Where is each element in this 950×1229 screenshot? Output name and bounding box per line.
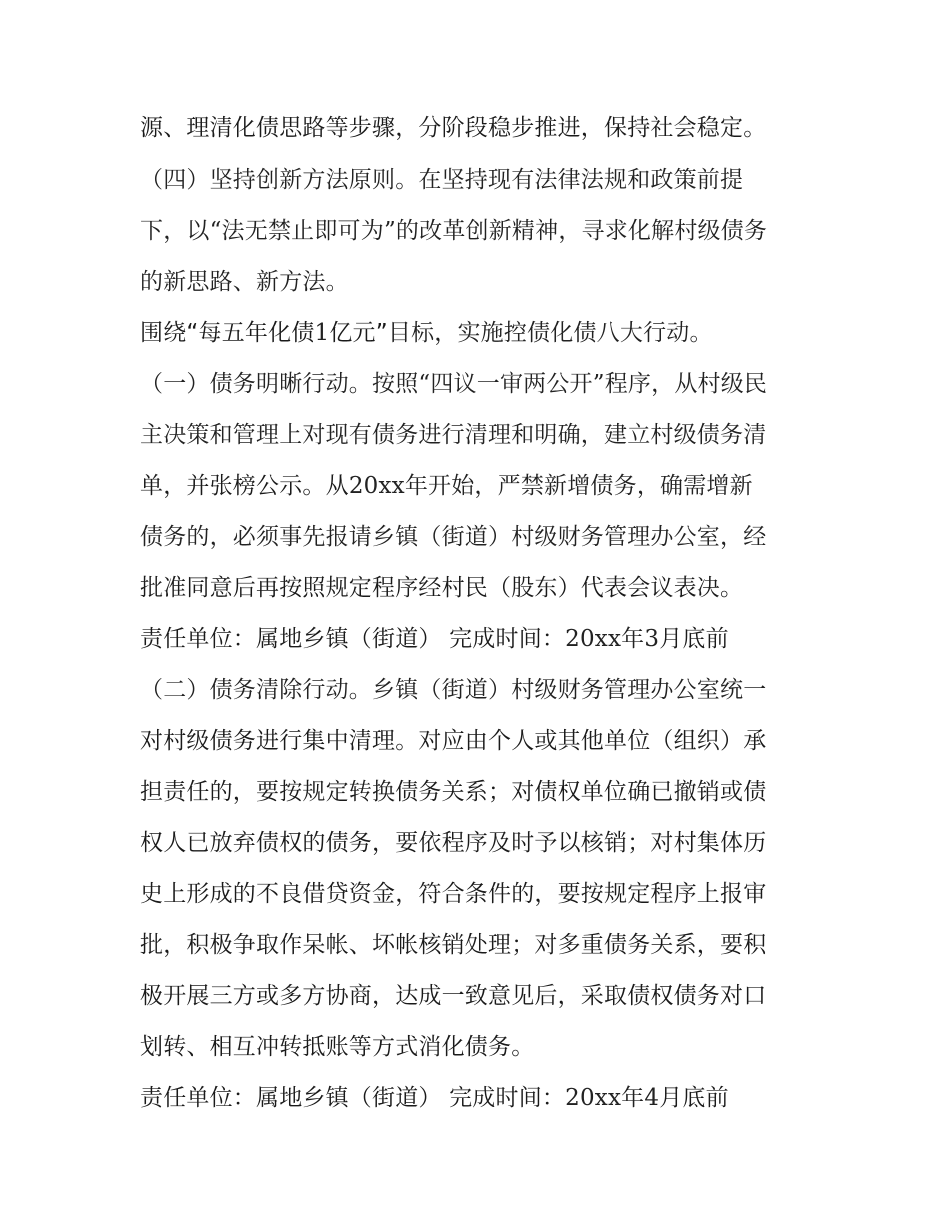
text-segment: 批，积极争取作呆帐、坏帐核销处理；对多重债务关系，要积 (140, 932, 767, 958)
text-line (140, 215, 767, 247)
text-segment: 极开展三方或多方协商，达成一致意见后，采取债权债务对口 (140, 983, 767, 1009)
text-segment: 20xx (348, 473, 405, 499)
text-line (140, 1031, 534, 1063)
text-segment: 权人已放弃债权的债务，要依程序及时予以核销；对村集体历 (140, 830, 767, 856)
text-line (140, 368, 767, 400)
text-segment: 4 (644, 1085, 660, 1111)
text-line (140, 929, 766, 961)
text-segment: 主决策和管理上对现有债务进行清理和明确，建立村级债务清 (140, 422, 767, 448)
text-segment: 单，并张榜公示。从 (140, 473, 349, 499)
text-line (140, 521, 766, 553)
text-segment: 史上形成的不良借贷资金，符合条件的，要按规定程序上报审 (140, 881, 767, 907)
text-line (140, 164, 743, 196)
text-segment: 亿元” (329, 320, 388, 346)
text-segment: 对村级债务进行集中清理。对应由个人或其他单位（组织）承 (140, 728, 767, 754)
text-line (140, 572, 743, 604)
text-segment: 围绕“每五年化债 (140, 320, 315, 346)
text-segment: 年开始，严禁新增债务，确需增新 (404, 473, 753, 499)
text-segment: 年 (621, 1085, 645, 1111)
text-segment: 的新思路、新方法。 (140, 269, 349, 295)
text-line (140, 470, 753, 502)
text-segment: 责任单位：属地乡镇（街道） 完成时间： (140, 626, 566, 652)
text-segment: 月底前 (659, 626, 729, 652)
text-line (140, 827, 766, 859)
text-segment: 3 (644, 626, 660, 652)
text-segment: 20xx (565, 626, 622, 652)
text-segment: 源、理清化债思路等步骤，分阶段稳步推进，保持社会稳定。 (140, 115, 767, 141)
text-segment: 月底前 (659, 1085, 729, 1111)
text-line (140, 317, 713, 349)
text-line (140, 725, 766, 757)
text-segment: 批准同意后再按照规定程序经村民（股东）代表会议表决。 (140, 575, 744, 601)
text-line (140, 266, 349, 298)
text-segment: 1 (314, 320, 330, 346)
responsibility-line (140, 1082, 729, 1114)
text-line (140, 980, 766, 1012)
text-segment: （二）债务清除行动。乡镇（街道）村级财务管理办公室统一 (140, 677, 767, 703)
text-segment: 年 (621, 626, 645, 652)
text-segment: 债务的，必须事先报请乡镇（街道）村级财务管理办公室，经 (140, 524, 767, 550)
text-line (140, 112, 766, 144)
text-segment: 责任单位：属地乡镇（街道） 完成时间： (140, 1085, 566, 1111)
text-line (140, 878, 766, 910)
text-line (140, 419, 766, 451)
text-segment: （四）坚持创新方法原则。在坚持现有法律法规和政策前提 (140, 167, 744, 193)
text-segment: 担责任的，要按规定转换债务关系；对债权单位确已撤销或债 (140, 779, 767, 805)
text-segment: 划转、相互冲转抵账等方式消化债务。 (140, 1034, 535, 1060)
text-line (140, 674, 766, 706)
text-segment: 目标，实施控债化债八大行动。 (387, 320, 713, 346)
text-line (140, 776, 766, 808)
responsibility-line (140, 623, 729, 655)
text-segment: （一）债务明晰行动。按照“四议一审两公开”程序，从村级民 (140, 371, 768, 397)
text-segment: 下，以“法无禁止即可为”的改革创新精神，寻求化解村级债务 (140, 218, 768, 244)
text-segment: 20xx (565, 1085, 622, 1111)
